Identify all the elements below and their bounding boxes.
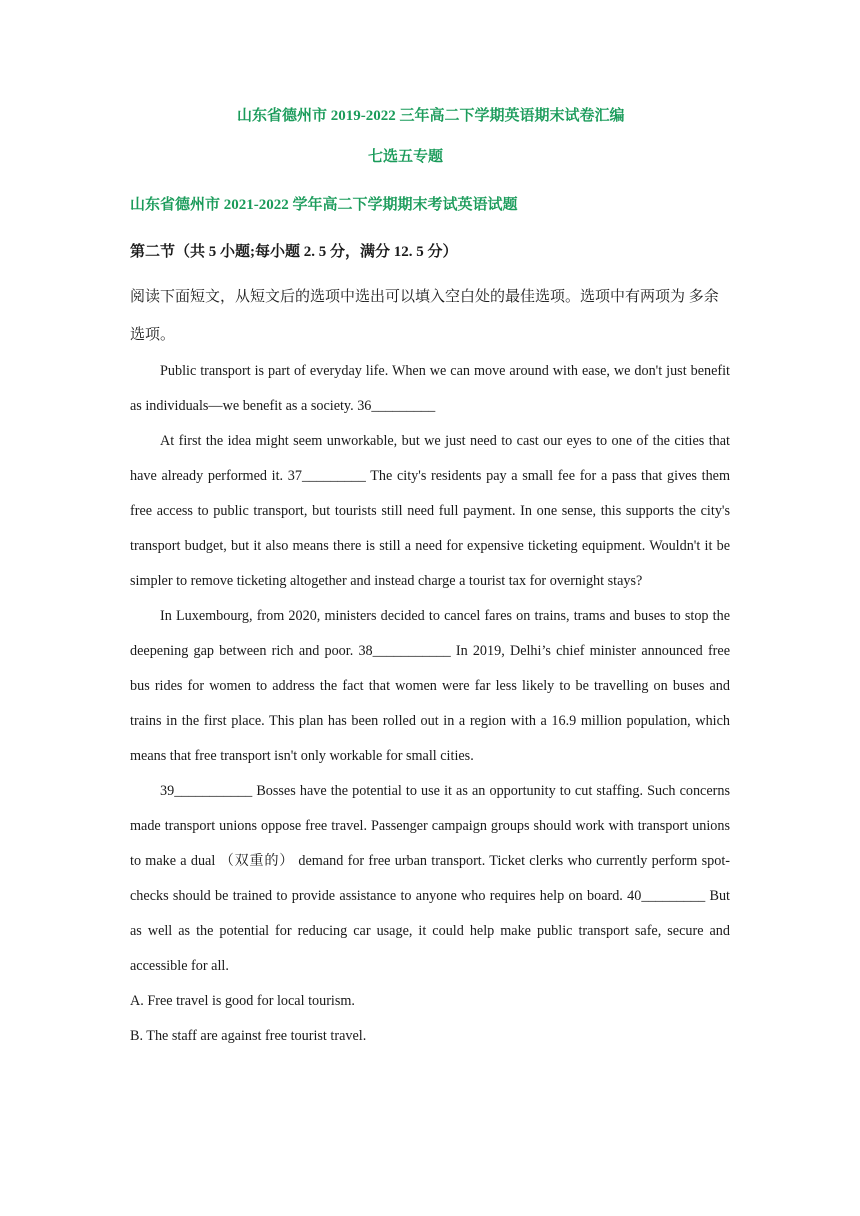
compilation-title: 山东省德州市 2019-2022 三年高二下学期英语期末试卷汇编 [237,108,625,124]
section-heading: 第二节（共 5 小题;每小题 2. 5 分，满分 12. 5 分） [130,244,458,260]
section-instructions: 阅读下面短文，从短文后的选项中选出可以填入空白处的最佳选项。选项中有两项为 多余选项。 [130,289,719,343]
paragraph-3: In Luxembourg, from 2020, ministers decided to cancel fares on trains, trams and buses to stop the deepening gap between rich and poor. 38___________ In 2019, Delhi’s chief minister announced free bus rides for women to address the fact that women were far less likely to be travelling on buses and trains in the first place. This plan has been rolled out in a region with a 16.9 million population, which means that free transport isn't only workable for small cities. [130,608,730,764]
paragraph-1: Public transport is part of everyday life. When we can move around with ease, we don't just benefit as individuals—we benefit as a society. 36_________ [130,363,730,414]
passage [130,354,730,1054]
option-a: A. Free travel is good for local tourism. [130,993,355,1009]
option-b: B. The staff are against free tourist travel. [130,1028,367,1044]
paragraph-4: 39___________ Bosses have the potential to use it as an opportunity to cut staffing. Such concerns made transport unions oppose free travel. Passenger campaign groups should work with transport unions to make a dual （双重的） demand for free urban transport. Ticket clerks who currently perform spot-checks should be trained to provide assistance to anyone who requires help on board. 40_________ But as well as the potential for reducing car usage, it could help make public transport safe, secure and accessible for all. [130,783,730,974]
exam-title: 山东省德州市 2021-2022 学年高二下学期期末考试英语试题 [130,197,518,213]
topic-title: 七选五专题 [368,149,444,165]
paragraph-2: At first the idea might seem unworkable, but we just need to cast our eyes to one of the cities that have already performed it. 37_________ The city's residents pay a small fee for a pass that gives them free access to public transport, but tourists still need full payment. In one sense, this supports the city's transport budget, but it also means there is still a need for expensive ticketing equipment. Wouldn't it be simpler to remove ticketing altogether and instead charge a tourist tax for overnight stays? [130,433,730,589]
